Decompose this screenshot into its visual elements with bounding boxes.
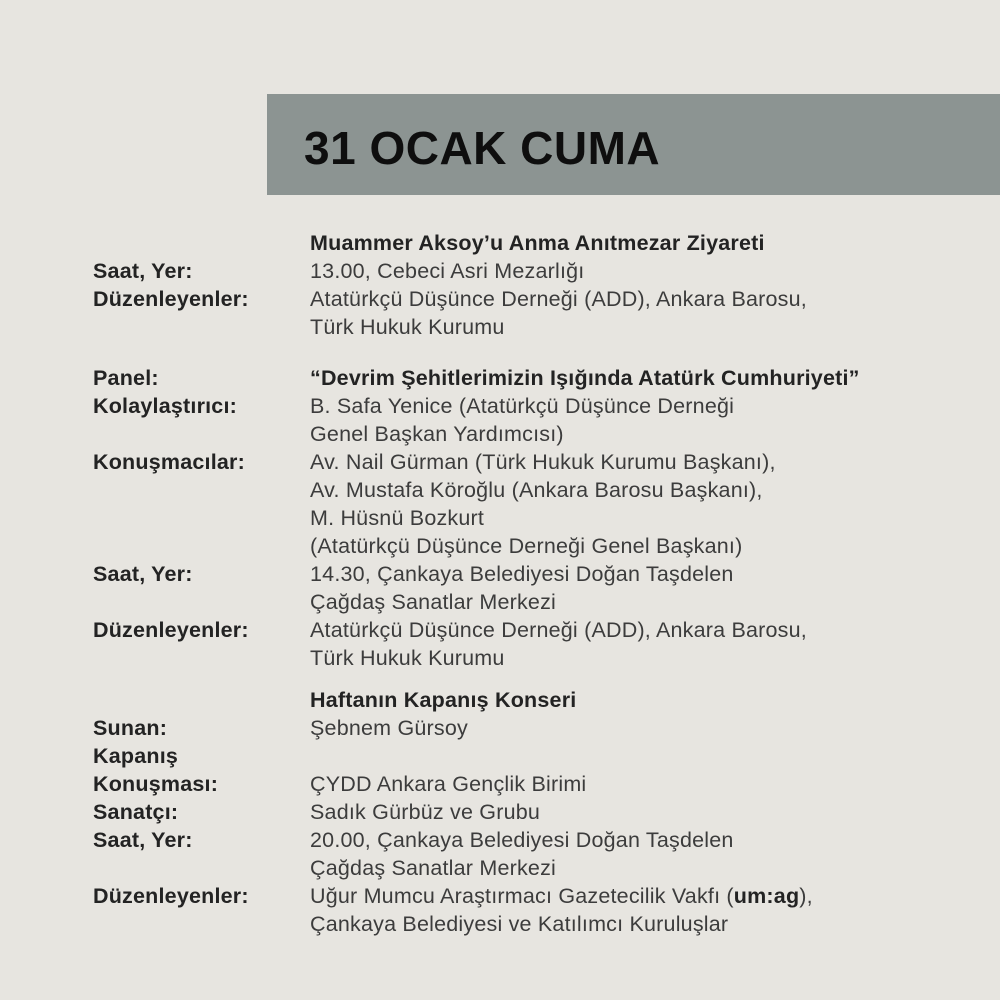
row-label: Konuşması: <box>93 772 219 796</box>
value-line: Türk Hukuk Kurumu <box>310 646 505 670</box>
value-line: Türk Hukuk Kurumu <box>310 315 505 339</box>
value-text: Uğur Mumcu Araştırmacı Gazetecilik Vakfı ( <box>310 884 734 908</box>
date-header-bar <box>267 94 1000 195</box>
event-title: Haftanın Kapanış Konseri <box>310 688 577 712</box>
detail-row <box>93 560 970 616</box>
value-line: (Atatürkçü Düşünce Derneği Genel Başkanı) <box>310 534 743 558</box>
row-label: Konuşmacılar: <box>93 450 245 474</box>
row-label: Düzenleyenler: <box>93 618 249 642</box>
event-block <box>93 686 970 938</box>
detail-row <box>93 616 970 672</box>
value-line: 20.00, Çankaya Belediyesi Doğan Taşdelen <box>310 828 734 852</box>
value-line: 13.00, Cebeci Asri Mezarlığı <box>310 259 585 283</box>
detail-row <box>93 714 970 742</box>
event-title-row <box>93 686 970 714</box>
detail-row <box>93 826 970 882</box>
detail-row <box>93 770 970 798</box>
detail-row <box>93 364 970 392</box>
row-label: Sanatçı: <box>93 800 179 824</box>
value-line: Sadık Gürbüz ve Grubu <box>310 800 541 824</box>
event-block <box>93 364 970 672</box>
value-line: Genel Başkan Yardımcısı) <box>310 422 564 446</box>
detail-row <box>93 798 970 826</box>
value-line: M. Hüsnü Bozkurt <box>310 506 485 530</box>
event-title-row <box>93 229 970 257</box>
event-block <box>93 229 970 341</box>
row-label: Düzenleyenler: <box>93 287 249 311</box>
detail-row <box>93 257 970 285</box>
value-line: Av. Nail Gürman (Türk Hukuk Kurumu Başkanı), <box>310 450 776 474</box>
row-label: Saat, Yer: <box>93 259 193 283</box>
value-line: Av. Mustafa Köroğlu (Ankara Barosu Başkanı), <box>310 478 763 502</box>
detail-row <box>93 742 970 770</box>
value-line-mixed <box>310 882 970 910</box>
detail-row <box>93 882 970 938</box>
row-label: Sunan: <box>93 716 168 740</box>
value-line: Atatürkçü Düşünce Derneği (ADD), Ankara Barosu, <box>310 287 807 311</box>
detail-row <box>93 285 970 341</box>
detail-row <box>93 392 970 448</box>
row-label: Panel: <box>93 366 159 390</box>
value-text-bold: um:ag <box>733 884 800 908</box>
value-line: 14.30, Çankaya Belediyesi Doğan Taşdelen <box>310 562 734 586</box>
value-line: Çankaya Belediyesi ve Katılımcı Kuruluşlar <box>310 912 729 936</box>
panel-title: “Devrim Şehitlerimizin Işığında Atatürk Cumhuriyeti” <box>310 366 860 390</box>
value-text: ), <box>799 884 813 908</box>
row-label: Saat, Yer: <box>93 828 193 852</box>
program-content <box>93 229 970 938</box>
value-line: ÇYDD Ankara Gençlik Birimi <box>310 772 587 796</box>
event-title: Muammer Aksoy’u Anma Anıtmezar Ziyareti <box>310 231 765 255</box>
row-label: Kolaylaştırıcı: <box>93 394 237 418</box>
row-label: Düzenleyenler: <box>93 884 249 908</box>
value-line: Çağdaş Sanatlar Merkezi <box>310 590 556 614</box>
row-label: Saat, Yer: <box>93 562 193 586</box>
row-label: Kapanış <box>93 744 179 768</box>
value-line: Şebnem Gürsoy <box>310 716 468 740</box>
detail-row <box>93 448 970 560</box>
value-line: Çağdaş Sanatlar Merkezi <box>310 856 556 880</box>
page-title: 31 OCAK CUMA <box>304 121 661 174</box>
value-line: B. Safa Yenice (Atatürkçü Düşünce Derneği <box>310 394 735 418</box>
value-line: Atatürkçü Düşünce Derneği (ADD), Ankara Barosu, <box>310 618 807 642</box>
